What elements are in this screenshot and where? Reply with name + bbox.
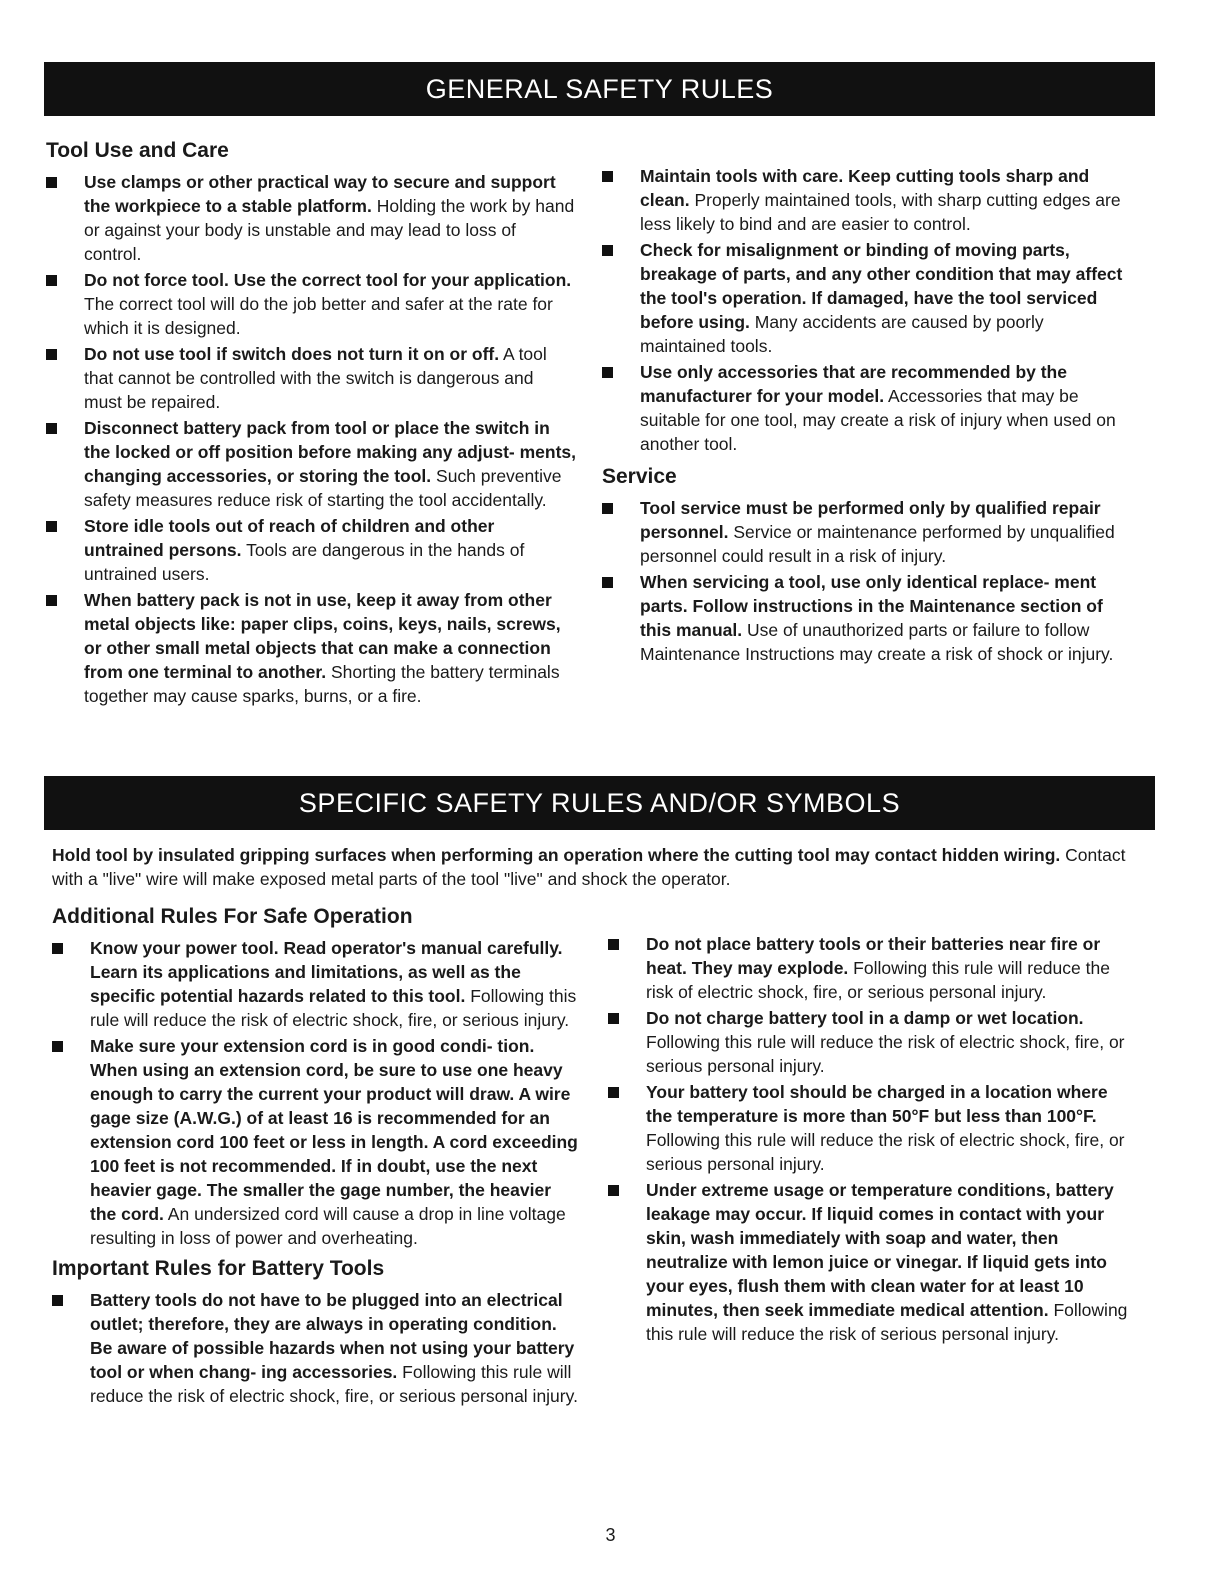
square-bullet-icon: [608, 939, 619, 950]
rule-bold-text: Check for misalignment or binding of moving parts, breakage of parts, and any other condition that may affect the tool's operation. If damaged, have the tool serviced before using.: [640, 240, 1123, 332]
intro-bold: Hold tool by insulated gripping surfaces when performing an operation where the cutting tool may contact hidden wiring.: [52, 845, 1061, 865]
service-heading: Service: [602, 465, 677, 488]
rule-bold-text: Disconnect battery pack from tool or place the switch in the locked or off position before making any adjust- ments, changing accessories, or storing the tool.: [84, 418, 577, 486]
battery-right-list: [608, 932, 1133, 1346]
rule-body-text: Use of unauthorized parts or failure to follow Maintenance Instructions may create a risk of shock or injury.: [640, 620, 1114, 664]
rule-item: [602, 496, 1127, 568]
rule-bold-text: Tool service must be performed only by qualified repair personnel.: [640, 498, 1101, 542]
rule-bold-text: Use clamps or other practical way to secure and support the workpiece to a stable platform.: [84, 172, 556, 216]
rule-bold-text: Do not use tool if switch does not turn it on or off.: [84, 344, 500, 364]
rule-item: [46, 416, 576, 512]
rule-item: [602, 238, 1127, 358]
rule-item: [52, 1288, 582, 1408]
square-bullet-icon: [602, 367, 613, 378]
rule-bold-text: Know your power tool. Read operator's manual carefully. Learn its applications and limitations, as well as the specific potential hazards related to this tool.: [90, 938, 563, 1006]
square-bullet-icon: [602, 577, 613, 588]
rule-body-text: Properly maintained tools, with sharp cutting edges are less likely to bind and are easier to control.: [640, 190, 1121, 234]
rule-body-text: A tool that cannot be controlled with the switch is dangerous and must be repaired.: [84, 344, 547, 412]
specific-right-column: [608, 932, 1133, 1348]
rule-body-text: The correct tool will do the job better and safer at the rate for which it is designed.: [84, 294, 553, 338]
square-bullet-icon: [46, 349, 57, 360]
rule-item: [52, 1034, 582, 1250]
rule-body-text: Following this rule will reduce the risk of electric shock, fire, or serious personal injury.: [646, 958, 1110, 1002]
rule-body-text: An undersized cord will cause a drop in line voltage resulting in loss of power and overheating.: [90, 1204, 566, 1248]
rule-body-text: Following this rule will reduce the risk of electric shock, fire, or serious personal injury.: [646, 1130, 1125, 1174]
rule-item: [608, 932, 1133, 1004]
rule-item: [46, 588, 576, 708]
battery-rules-heading: Important Rules for Battery Tools: [52, 1257, 385, 1280]
specific-safety-banner: SPECIFIC SAFETY RULES AND/OR SYMBOLS: [44, 776, 1155, 830]
rule-item: [52, 936, 582, 1032]
rule-body-text: Accessories that may be suitable for one tool, may create a risk of injury when used on another tool.: [640, 386, 1116, 454]
rule-body-text: Following this rule will reduce the risk of electric shock, fire, or serious personal injury.: [646, 1032, 1125, 1076]
rule-bold-text: Do not place battery tools or their batteries near fire or heat. They may explode.: [646, 934, 1101, 978]
rule-body-text: Following this rule will reduce the risk of serious personal injury.: [646, 1300, 1128, 1344]
square-bullet-icon: [602, 171, 613, 182]
square-bullet-icon: [46, 521, 57, 532]
rule-bold-text: Your battery tool should be charged in a location where the temperature is more than 50°F but less than 100°F.: [646, 1082, 1108, 1126]
service-list: [602, 496, 1127, 666]
rule-bold-text: Store idle tools out of reach of children and other untrained persons.: [84, 516, 495, 560]
rule-item: [608, 1080, 1133, 1176]
general-safety-banner: GENERAL SAFETY RULES: [44, 62, 1155, 116]
rule-item: [46, 342, 576, 414]
rule-bold-text: Battery tools do not have to be plugged into an electrical outlet; therefore, they are always in operating condition. Be aware of possible hazards when not using your battery tool or when chang- ing accessories.: [90, 1290, 575, 1382]
general-left-column: [46, 138, 576, 710]
rule-body-text: Service or maintenance performed by unqualified personnel could result in a risk of injury.: [640, 522, 1115, 566]
rule-item: [46, 514, 576, 586]
intro-text: Contact with a "live" wire will make exposed metal parts of the tool "live" and shock the operator.: [52, 845, 1126, 889]
square-bullet-icon: [52, 1041, 63, 1052]
square-bullet-icon: [608, 1013, 619, 1024]
square-bullet-icon: [46, 423, 57, 434]
rule-body-text: Such preventive safety measures reduce risk of starting the tool accidentally.: [84, 466, 562, 510]
rule-bold-text: Make sure your extension cord is in good condi- tion. When using an extension cord, be sure to use one heavy enough to carry the current your product will draw. A wire gage size (A.W.G.) of at least 16 is recommended for an extension cord 100 feet or less in length. A cord exceeding 100 feet is not recommended. If in doubt, use the next heavier gage. The smaller the gage number, the heavier the cord.: [90, 1036, 578, 1224]
rule-body-text: Many accidents are caused by poorly maintained tools.: [640, 312, 1044, 356]
square-bullet-icon: [46, 595, 57, 606]
page-number: 3: [605, 1525, 616, 1545]
rule-item: [602, 570, 1127, 666]
square-bullet-icon: [52, 1295, 63, 1306]
rule-item: [46, 268, 576, 340]
rule-bold-text: When servicing a tool, use only identical replace- ment parts. Follow instructions in the Maintenance section of this manual.: [640, 572, 1103, 640]
square-bullet-icon: [602, 245, 613, 256]
rule-body-text: Holding the work by hand or against your body is unstable and may lead to loss of control.: [84, 196, 575, 264]
rule-bold-text: Do not force tool. Use the correct tool for your application.: [84, 270, 572, 290]
square-bullet-icon: [608, 1185, 619, 1196]
general-right-column: [602, 164, 1127, 668]
rule-item: [608, 1178, 1133, 1346]
battery-rules-list: [52, 1288, 582, 1408]
specific-left-column: [52, 904, 582, 1410]
tool-use-heading: Tool Use and Care: [46, 139, 229, 162]
square-bullet-icon: [46, 275, 57, 286]
rule-bold-text: When battery pack is not in use, keep it away from other metal objects like: paper clips, coins, keys, nails, screws, or other small metal objects that can make a connection from one terminal to another.: [84, 590, 561, 682]
tool-use-list: [46, 170, 576, 708]
rule-item: [602, 360, 1127, 456]
rule-bold-text: Maintain tools with care. Keep cutting tools sharp and clean.: [640, 166, 1090, 210]
rule-body-text: Following this rule will reduce the risk of electric shock, fire, or serious personal injury.: [90, 1362, 578, 1406]
rule-body-text: Tools are dangerous in the hands of untrained users.: [84, 540, 525, 584]
tool-use-right-list: [602, 164, 1127, 456]
rule-body-text: Shorting the battery terminals together may cause sparks, burns, or a fire.: [84, 662, 560, 706]
rule-item: [602, 164, 1127, 236]
rule-bold-text: Under extreme usage or temperature conditions, battery leakage may occur. If liquid comes in contact with your skin, wash immediately with soap and water, then neutralize with lemon juice or vinegar. If liquid gets into your eyes, flush them with clean water for at least 10 minutes, then seek immediate medical attention.: [646, 1180, 1114, 1320]
square-bullet-icon: [52, 943, 63, 954]
rule-item: [608, 1006, 1133, 1078]
square-bullet-icon: [608, 1087, 619, 1098]
square-bullet-icon: [602, 503, 613, 514]
hidden-wiring-intro: [52, 843, 1142, 891]
square-bullet-icon: [46, 177, 57, 188]
additional-rules-heading: Additional Rules For Safe Operation: [52, 905, 413, 928]
rule-body-text: Following this rule will reduce the risk of electric shock, fire, or serious injury.: [90, 986, 577, 1030]
rule-bold-text: Do not charge battery tool in a damp or wet location.: [646, 1008, 1084, 1028]
rule-item: [46, 170, 576, 266]
additional-rules-list: [52, 936, 582, 1250]
rule-bold-text: Use only accessories that are recommended by the manufacturer for your model.: [640, 362, 1067, 406]
